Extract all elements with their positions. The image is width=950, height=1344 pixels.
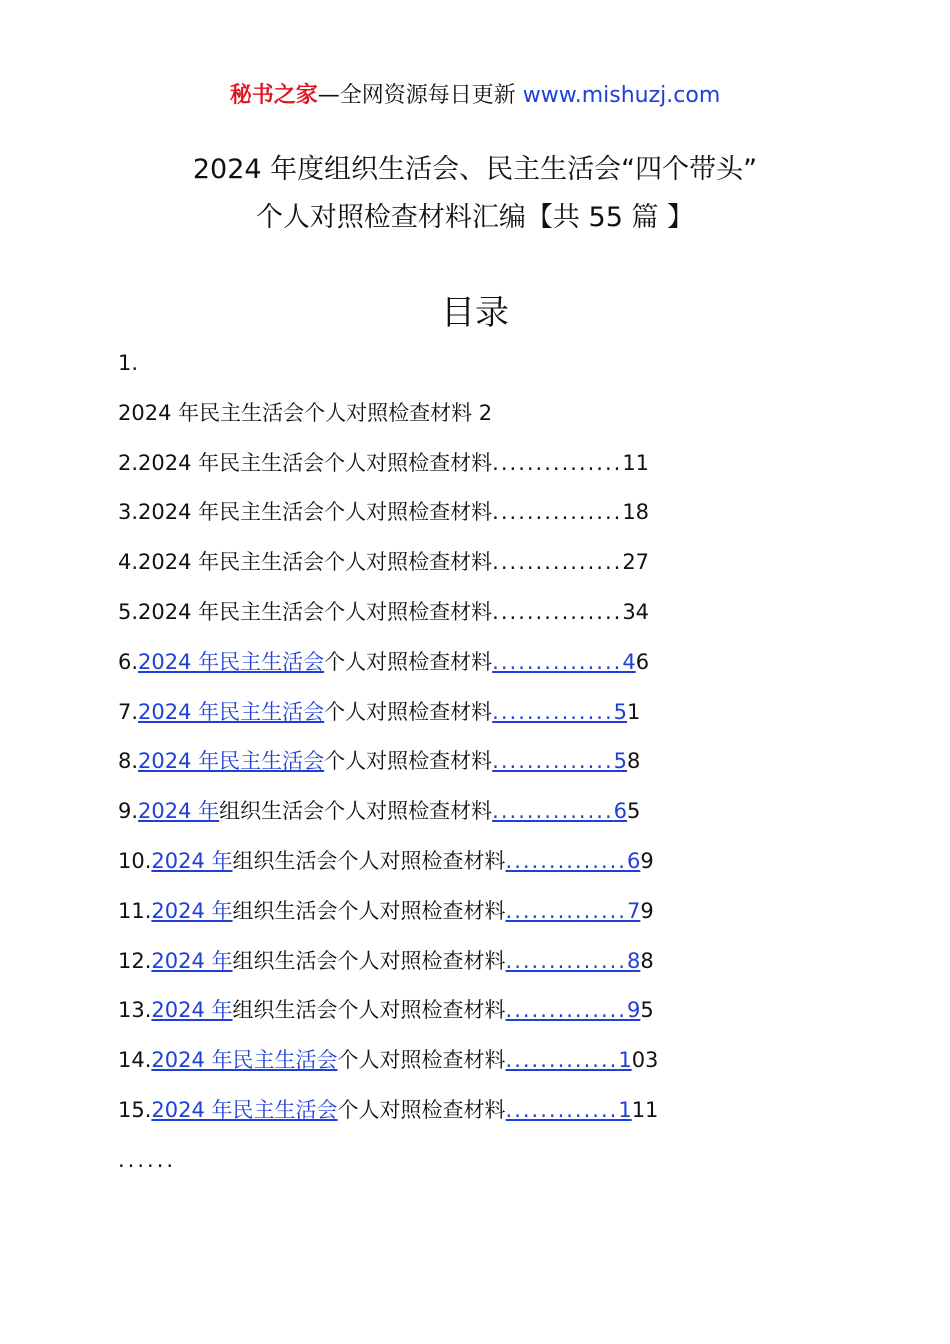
site-url[interactable]: www.mishuzj.com: [515, 83, 721, 108]
toc-item-text: 组织生活会个人对照检查材料: [232, 948, 506, 973]
toc-item-link[interactable]: 2024 年: [151, 848, 233, 873]
toc-item-page-tail: 5: [627, 799, 641, 824]
toc-item-number: 6.: [118, 649, 139, 674]
toc-item-page-link[interactable]: 1: [618, 1097, 632, 1122]
toc-item-page-tail: 18: [622, 500, 650, 525]
toc-item-text: 组织生活会个人对照检查材料: [232, 848, 506, 873]
toc-item-page-tail: 8: [627, 749, 641, 774]
toc-item-1-number: 1.: [118, 351, 139, 375]
toc-item[interactable]: [118, 846, 798, 896]
toc-item-page-tail: 34: [622, 599, 650, 624]
toc-item-text: 2024 年民主生活会个人对照检查材料: [138, 599, 493, 624]
toc-item[interactable]: [118, 995, 798, 1045]
toc-item[interactable]: [118, 647, 798, 697]
toc-item-text: 2024 年民主生活会个人对照检查材料: [138, 500, 493, 525]
toc-item-leader: .............: [505, 1048, 619, 1073]
toc-item-page-tail: 6: [635, 649, 650, 674]
title-line-1: 2024 年度组织生活会、民主生活会“四个带头”: [192, 154, 758, 185]
toc-item[interactable]: [118, 1045, 798, 1095]
toc-item[interactable]: [118, 796, 798, 846]
title-line-2: 个人对照检查材料汇编【共 55 篇 】: [255, 202, 695, 233]
toc-item-number: 3.: [118, 500, 139, 525]
toc-item-page-tail: 5: [640, 998, 654, 1023]
toc-item-link[interactable]: 2024 年: [151, 998, 233, 1023]
toc-item-link[interactable]: 2024 年民主生活会: [151, 1048, 338, 1073]
toc-item[interactable]: [118, 697, 798, 747]
brand-name: 秘书之家: [229, 83, 318, 108]
toc-item-number: 9.: [118, 799, 139, 824]
toc-item[interactable]: [118, 597, 798, 647]
toc-item-page-link[interactable]: 1: [618, 1048, 632, 1073]
toc-item-page-link[interactable]: 6: [627, 848, 641, 873]
toc-item-leader: ..............: [492, 799, 614, 824]
toc-item-link[interactable]: 2024 年: [151, 948, 233, 973]
toc-item-page-tail: 8: [640, 948, 654, 973]
toc-item-number: 14.: [118, 1048, 152, 1073]
toc-item[interactable]: [118, 497, 798, 547]
toc-item-text: 个人对照检查材料: [337, 1048, 506, 1073]
toc-item-text: 个人对照检查材料: [324, 649, 493, 674]
toc-item-page-tail: 03: [631, 1048, 659, 1073]
toc-item[interactable]: [118, 946, 798, 996]
toc-item-leader: ..............: [505, 898, 627, 923]
toc-item[interactable]: [118, 448, 798, 498]
toc-item-link[interactable]: 2024 年: [151, 898, 233, 923]
toc-item-number: 2.: [118, 450, 139, 475]
toc-item-text: 2024 年民主生活会个人对照检查材料: [138, 550, 493, 575]
toc-item-leader: ..............: [492, 699, 614, 724]
toc-item-link[interactable]: 2024 年民主生活会: [138, 649, 325, 674]
toc-item-number: 4.: [118, 550, 139, 575]
toc-item[interactable]: [118, 746, 798, 796]
toc-item-number: 15.: [118, 1097, 152, 1122]
slogan: —全网资源每日更新: [317, 83, 516, 108]
toc-item-1-text: 2024 年民主生活会个人对照检查材料 2: [118, 400, 493, 425]
table-of-contents: [118, 348, 798, 1195]
toc-item-page-tail: 11: [622, 450, 650, 475]
toc-item-page-tail: 1: [627, 699, 641, 724]
toc-item-text: 组织生活会个人对照检查材料: [232, 898, 506, 923]
toc-item-link[interactable]: 2024 年民主生活会: [138, 699, 325, 724]
toc-item-page-tail: 9: [640, 898, 654, 923]
site-header: [0, 80, 950, 112]
toc-item-text: 个人对照检查材料: [324, 699, 493, 724]
toc-item-page-link[interactable]: 5: [613, 699, 628, 724]
toc-item-list: [118, 448, 798, 1145]
toc-item-link[interactable]: 2024 年: [138, 799, 220, 824]
toc-item-page-link[interactable]: 6: [613, 799, 628, 824]
toc-item-page-tail: 9: [640, 848, 654, 873]
toc-item-text: 个人对照检查材料: [324, 749, 493, 774]
toc-item-number: 7.: [118, 699, 139, 724]
toc-item[interactable]: [118, 547, 798, 597]
toc-item-number: 8.: [118, 749, 139, 774]
toc-item-page-link[interactable]: 5: [613, 749, 628, 774]
toc-item-leader: .............: [505, 1097, 619, 1122]
toc-item-page-tail: 11: [631, 1097, 659, 1122]
toc-ellipsis: ......: [118, 1147, 177, 1172]
document-title: [0, 146, 950, 242]
toc-item[interactable]: [118, 896, 798, 946]
toc-item-leader: ...............: [492, 450, 623, 475]
toc-item-link[interactable]: 2024 年民主生活会: [151, 1097, 338, 1122]
toc-item-leader: ..............: [505, 998, 627, 1023]
toc-item-leader: ..............: [492, 749, 614, 774]
toc-item-text: 2024 年民主生活会个人对照检查材料: [138, 450, 493, 475]
toc-item-page-link[interactable]: 7: [627, 898, 641, 923]
toc-item-page-tail: 27: [622, 550, 650, 575]
toc-item-number: 5.: [118, 599, 139, 624]
toc-item-number: 10.: [118, 848, 152, 873]
toc-item-leader: ...............: [492, 550, 623, 575]
toc-item-leader: ...............: [492, 500, 623, 525]
toc-item[interactable]: [118, 1095, 798, 1145]
toc-item-leader: ...............: [492, 599, 623, 624]
toc-heading: 目录: [441, 293, 509, 333]
toc-item-text: 个人对照检查材料: [337, 1097, 506, 1122]
toc-item-page-link[interactable]: 4: [622, 649, 636, 674]
toc-item-leader: ..............: [505, 848, 627, 873]
toc-item-leader: ...............: [492, 649, 623, 674]
toc-item-page-link[interactable]: 8: [627, 948, 641, 973]
toc-item-page-link[interactable]: 9: [627, 998, 641, 1023]
toc-item-text: 组织生活会个人对照检查材料: [232, 998, 506, 1023]
toc-item-text: 组织生活会个人对照检查材料: [219, 799, 493, 824]
toc-item-number: 12.: [118, 948, 152, 973]
toc-item-number: 11.: [118, 898, 152, 923]
toc-item-link[interactable]: 2024 年民主生活会: [138, 749, 325, 774]
toc-item-number: 13.: [118, 998, 152, 1023]
toc-item-leader: ..............: [505, 948, 627, 973]
